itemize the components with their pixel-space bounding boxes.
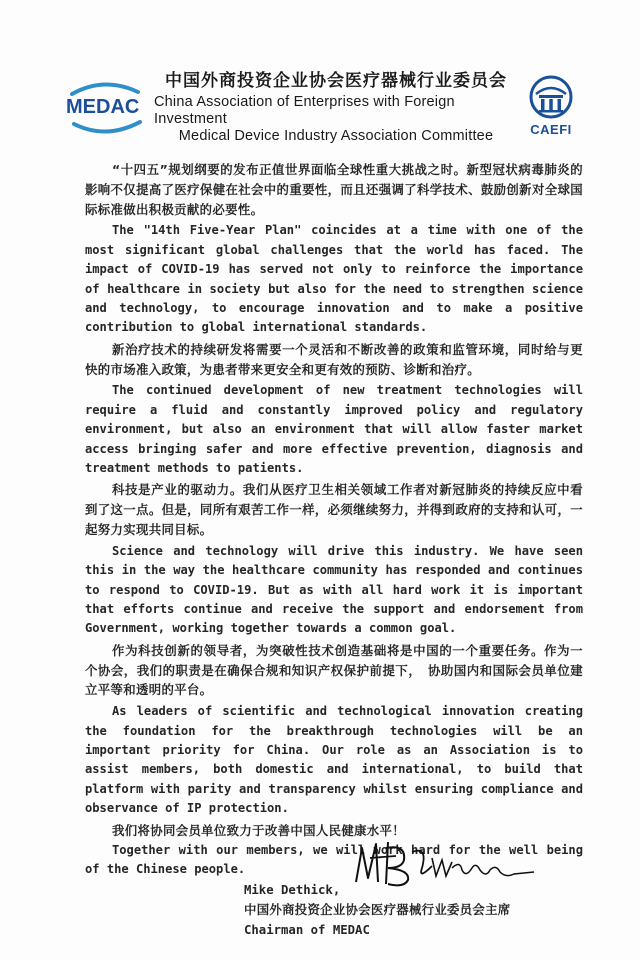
signer-title-cn: 中国外商投资企业协会医疗器械行业委员会主席 [244,902,511,917]
paragraph-3-en: Science and technology will drive this industry. We have seen this in the way the healthcare community has responded and continues to respond to COVID-19. But as with all hard work it is important that efforts continue and receive the support and endorsement from Government, working together towards a common goal. [85,543,583,636]
paragraph-3-cn: 科技是产业的驱动力。我们从医疗卫生相关领域工作者对新冠肺炎的持续反应中看到了这一点。但是，同所有艰苦工作一样，必须继续努力，并得到政府的支持和认可，一起努力实现共同目标。 [85,482,583,538]
letter-body [85,160,583,879]
caefi-emblem-icon [528,74,574,120]
signer-name: Mike Dethick, [244,883,341,897]
paragraph-5-cn: 我们将协同会员单位致力于改善中国人民健康水平！ [112,822,406,838]
sign-off-block [244,880,584,940]
paragraph-2-en: The continued development of new treatment technologies will require a fluid and constantly improved policy and regulatory environment, but also an environment that will allow faster market access bringing safer and more effective prevention, diagnosis and treatment methods to patients. [85,383,583,476]
paragraph-4-cn: 作为科技创新的领导者，为突破性技术创造基础将是中国的一个重要任务。作为一个协会，我们的职责是在确保合规和知识产权保护前提下， 协助国内和国际会员单位建立平等和透明的平台。 [85,642,583,698]
org-title-en-line1: China Association of Enterprises with Foreign Investment [154,94,455,127]
caefi-logo [518,74,584,142]
medac-logo [64,78,146,138]
paragraph-4-en: As leaders of scientific and technological innovation creating the foundation for the breakthrough technologies will be an important priority for China. Our role as an Association is to assist members, both domestic and international, to build that platform with parity and transparency whilst ensuring compliance and observance of IP protection. [85,704,583,816]
letterhead [64,70,584,144]
letterhead-titles [146,72,518,145]
medac-wordmark: MEDAC [66,96,140,118]
paragraph-1-en: The "14th Five-Year Plan" coincides at a time with one of the most significant global challenges that the world has faced. The impact of COVID-19 has served not only to reinforce the importance of healthcare in society but also for the need to strengthen science and technology, to encourage innovation and to make a positive contribution to global international standards. [85,223,583,335]
paragraph-1-cn: “十四五”规划纲要的发布正值世界面临全球性重大挑战之时。新型冠状病毒肺炎的影响不仅提高了医疗保健在社会中的重要性，而且还强调了科学技术、鼓励创新对全球国际标准做出积极贡献的必要性。 [85,162,583,217]
org-title-cn: 中国外商投资企业协会医疗器械行业委员会 [165,70,507,91]
paragraph-2-cn: 新治疗技术的持续研发将需要一个灵活和不断改善的政策和监管环境，同时给与更快的市场准入政策，为患者带来更安全和更有效的预防、诊断和治疗。 [85,341,583,377]
caefi-wordmark: CAEFI [530,122,572,137]
org-title-en-line2: Medical Device Industry Association Committee [178,127,494,144]
signer-title-en: Chairman of MEDAC [244,923,370,937]
paragraph-5-en: Together with our members, we will work hard for the well being of the Chinese people. [85,842,583,876]
